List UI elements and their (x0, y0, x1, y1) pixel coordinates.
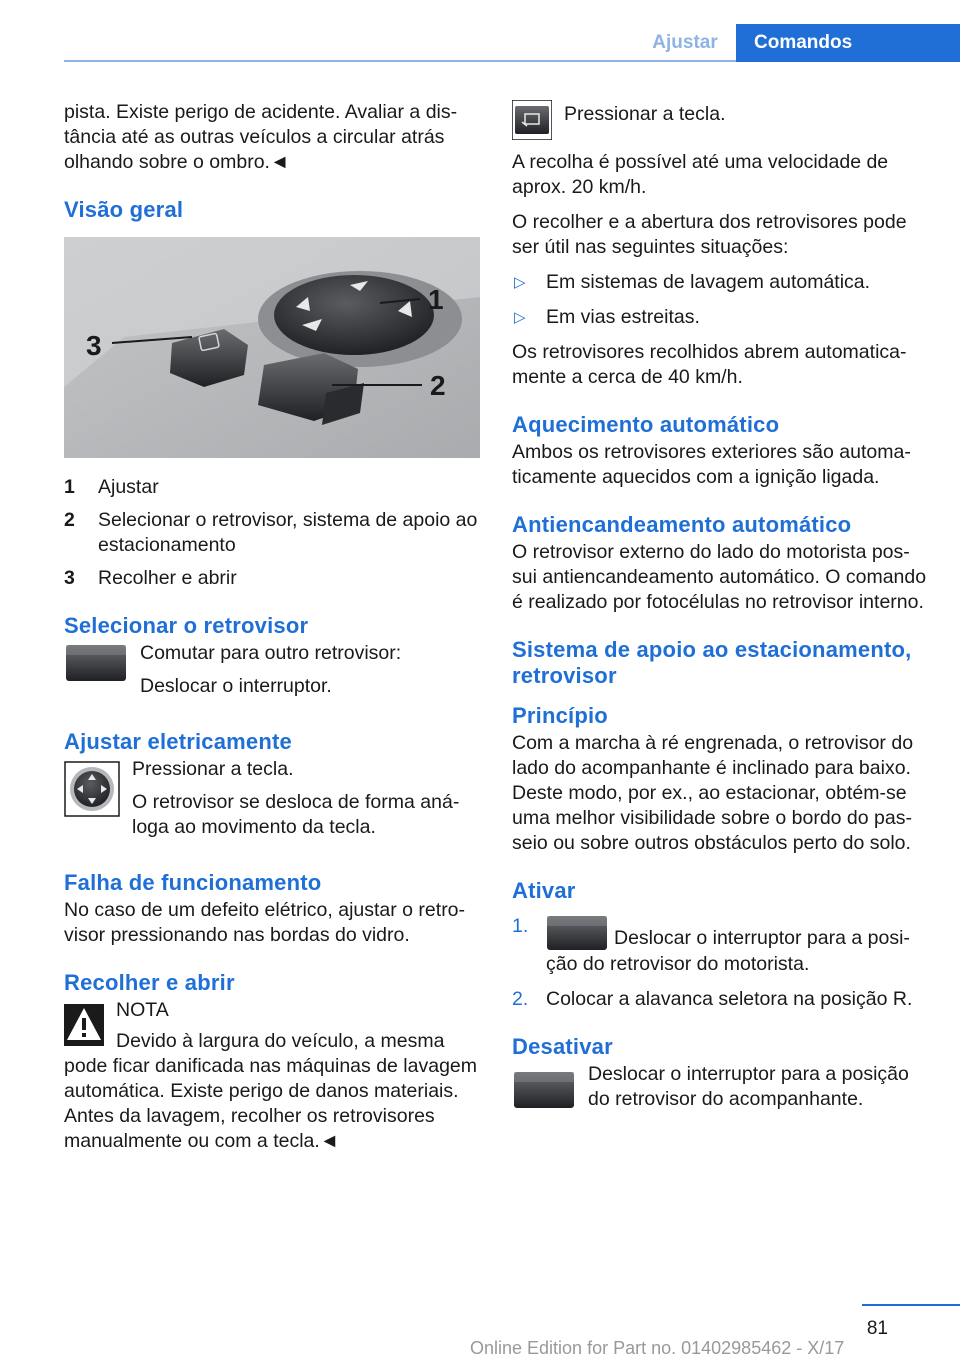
intro-paragraph: pista. Existe perigo de acidente. Avaliar a distância até as outras veículos a circular atrás olhando sobre o ombro.◄ (64, 101, 458, 173)
activate-step (512, 914, 928, 977)
adjust-electric-block (64, 757, 480, 848)
deactivate-block (512, 1062, 928, 1120)
note-text-2: pode ficar danificada nas máquinas de lavagem automática. Existe perigo de danos materiais. Antes da lavagem, recolher os retrovisores manualmente ou com a tecla.◄ (64, 1055, 478, 1152)
select-mirror-text-2: Deslocar o interruptor. (140, 675, 332, 697)
adjust-text-1: Pressionar a tecla. (132, 758, 294, 780)
legend-text: Ajustar (98, 476, 159, 498)
heading-malfunction: Falha de funcionamento (64, 870, 322, 895)
legend-number: 1 (64, 476, 75, 498)
legend-text: Selecionar o retrovisor, sistema de apoio ao estacionamento (98, 509, 478, 556)
deactivate-text: Deslocar o interruptor para a posição do retrovisor do acompanhante. (588, 1063, 909, 1110)
mirror-switch-icon (512, 1068, 576, 1110)
figure-label-1: 1 (428, 284, 444, 315)
step-number: 1. (512, 915, 529, 937)
heading-fold: Recolher e abrir (64, 970, 235, 995)
legend-number: 2 (64, 509, 75, 531)
select-mirror-text-1: Comutar para outro retrovisor: (140, 642, 402, 664)
principle-text: Com a marcha à ré engrenada, o retrovisor do lado do acompanhante é inclinado para baixo. Deste modo, por ex., ao estacionar, obtém-se uma melhor visibilidade sobre o bordo do passeio ou sobre outros obstáculos perto do solo. (512, 732, 914, 854)
left-column (64, 100, 480, 1164)
bullet-item (512, 270, 928, 295)
page-number: 81 (866, 1318, 888, 1339)
bullet-triangle-icon: ▷ (514, 309, 526, 326)
bullet-text: Em vias estreitas. (546, 306, 700, 328)
heading-parking-assist: Sistema de apoio ao estacionamento, retrovisor (512, 637, 912, 688)
heading-heating: Aquecimento automático (512, 412, 780, 437)
fold-key-block (512, 100, 928, 140)
malfunction-text: No caso de um defeito elétrico, ajustar o retrovisor pressionando nas bordas do vidro. (64, 899, 466, 946)
footer-edition: Online Edition for Part no. 01402985462 - X/17 (470, 1338, 845, 1358)
right-column (512, 100, 928, 1130)
select-mirror-block (64, 641, 480, 707)
note-text-1: Devido à largura do veículo, a mesma (116, 1030, 445, 1052)
fold-speed-text: A recolha é possível até uma velocidade de aprox. 20 km/h. (512, 151, 889, 198)
adjust-text-2: O retrovisor se desloca de forma análoga ao movimento da tecla. (132, 791, 460, 838)
mirror-switch-icon (64, 641, 128, 683)
bullet-item (512, 305, 928, 330)
step-text: Deslocar o interruptor para a posição do retrovisor do motorista. (546, 927, 910, 975)
note-block (64, 998, 480, 1054)
step-text: Colocar a alavanca seletora na posição R. (546, 988, 913, 1010)
reopen-text: Os retrovisores recolhidos abrem automaticamente a cerca de 40 km/h. (512, 341, 907, 388)
heading-antiglare: Antiencandeamento automático (512, 512, 852, 537)
heading-overview: Visão geral (64, 197, 184, 222)
activate-step (512, 987, 928, 1012)
header-active-tab[interactable]: Comandos (736, 24, 960, 62)
heading-principle: Princípio (512, 703, 608, 728)
figure-label-3: 3 (86, 330, 102, 361)
header-section-tab[interactable]: Ajustar (652, 32, 718, 53)
step-number: 2. (512, 988, 529, 1010)
bullet-text: Em sistemas de lavagem automática. (546, 271, 871, 293)
heading-deactivate: Desativar (512, 1034, 613, 1059)
bullet-triangle-icon: ▷ (514, 274, 526, 291)
fold-useful-text: O recolher e a abertura dos retrovisores pode ser útil nas seguintes situações: (512, 211, 907, 258)
heading-activate: Ativar (512, 878, 576, 903)
footer-rule (862, 1304, 960, 1306)
step-content (546, 914, 928, 977)
note-title: NOTA (116, 999, 169, 1021)
heading-select-mirror: Selecionar o retrovisor (64, 613, 309, 638)
legend-item (64, 475, 480, 500)
mirror-adjust-knob-icon (64, 761, 120, 817)
legend-number: 3 (64, 567, 75, 589)
press-key-text: Pressionar a tecla. (564, 103, 726, 125)
legend-text: Recolher e abrir (98, 567, 237, 589)
heading-adjust-electric: Ajustar eletricamente (64, 729, 292, 754)
legend-item (64, 566, 480, 591)
mirror-control-figure (64, 237, 480, 458)
legend-item (64, 508, 480, 558)
mirror-switch-icon (546, 914, 608, 952)
warning-icon (64, 1004, 104, 1046)
heating-text: Ambos os retrovisores exteriores são automaticamente aquecidos com a ignição ligada. (512, 441, 911, 488)
figure-label-2: 2 (430, 370, 446, 401)
fold-mirror-key-icon (512, 100, 552, 140)
antiglare-text: O retrovisor externo do lado do motorista possui antiencandeamento automático. O comando é realizado por fotocélulas no retrovisor interno. (512, 541, 927, 613)
